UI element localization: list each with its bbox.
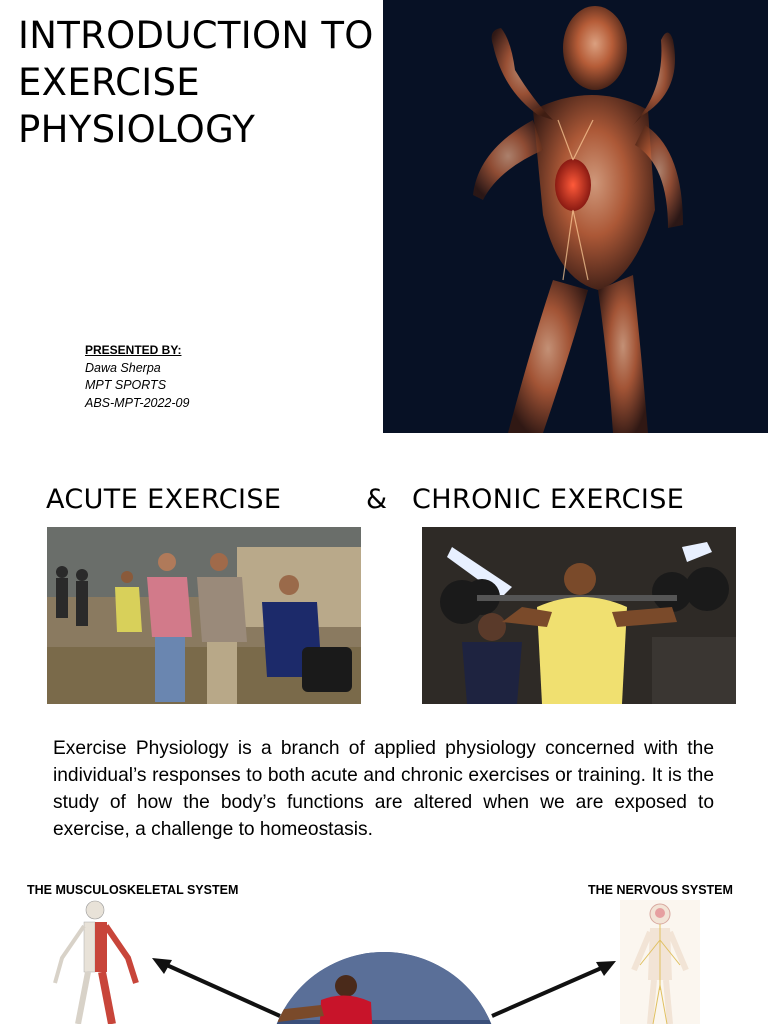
acute-exercise-photo — [47, 527, 361, 704]
presenter-label: PRESENTED BY: — [85, 343, 182, 357]
title-line-2: EXERCISE — [18, 61, 200, 104]
heading-chronic-exercise: CHRONIC EXERCISE — [412, 484, 685, 515]
heading-ampersand: & — [366, 484, 388, 515]
presenter-name: Dawa Sherpa — [85, 360, 161, 375]
presenter-program: MPT SPORTS — [85, 378, 167, 392]
anatomical-runner-image — [383, 0, 768, 433]
exercise-physiology-paragraph: Exercise Physiology is a branch of applied physiology concerned with the individual’s responses to both acute and chronic exercises or training. It is the study of how the body’s functions are altered when we are exposed to exercise, a challenge to homeostasis. — [53, 738, 714, 840]
chronic-exercise-photo — [422, 527, 736, 704]
title-line-1: INTRODUCTION TO — [18, 14, 374, 57]
football-player-photo — [266, 950, 502, 1024]
heading-acute-exercise: ACUTE EXERCISE — [46, 484, 282, 515]
presenter-block — [85, 342, 189, 412]
slide-title — [18, 12, 388, 153]
presenter-id: ABS-MPT-2022-09 — [85, 395, 190, 410]
label-nervous-system: THE NERVOUS SYSTEM — [588, 883, 733, 897]
title-line-3: PHYSIOLOGY — [18, 108, 256, 151]
label-musculoskeletal-system: THE MUSCULOSKELETAL SYSTEM — [27, 883, 239, 897]
